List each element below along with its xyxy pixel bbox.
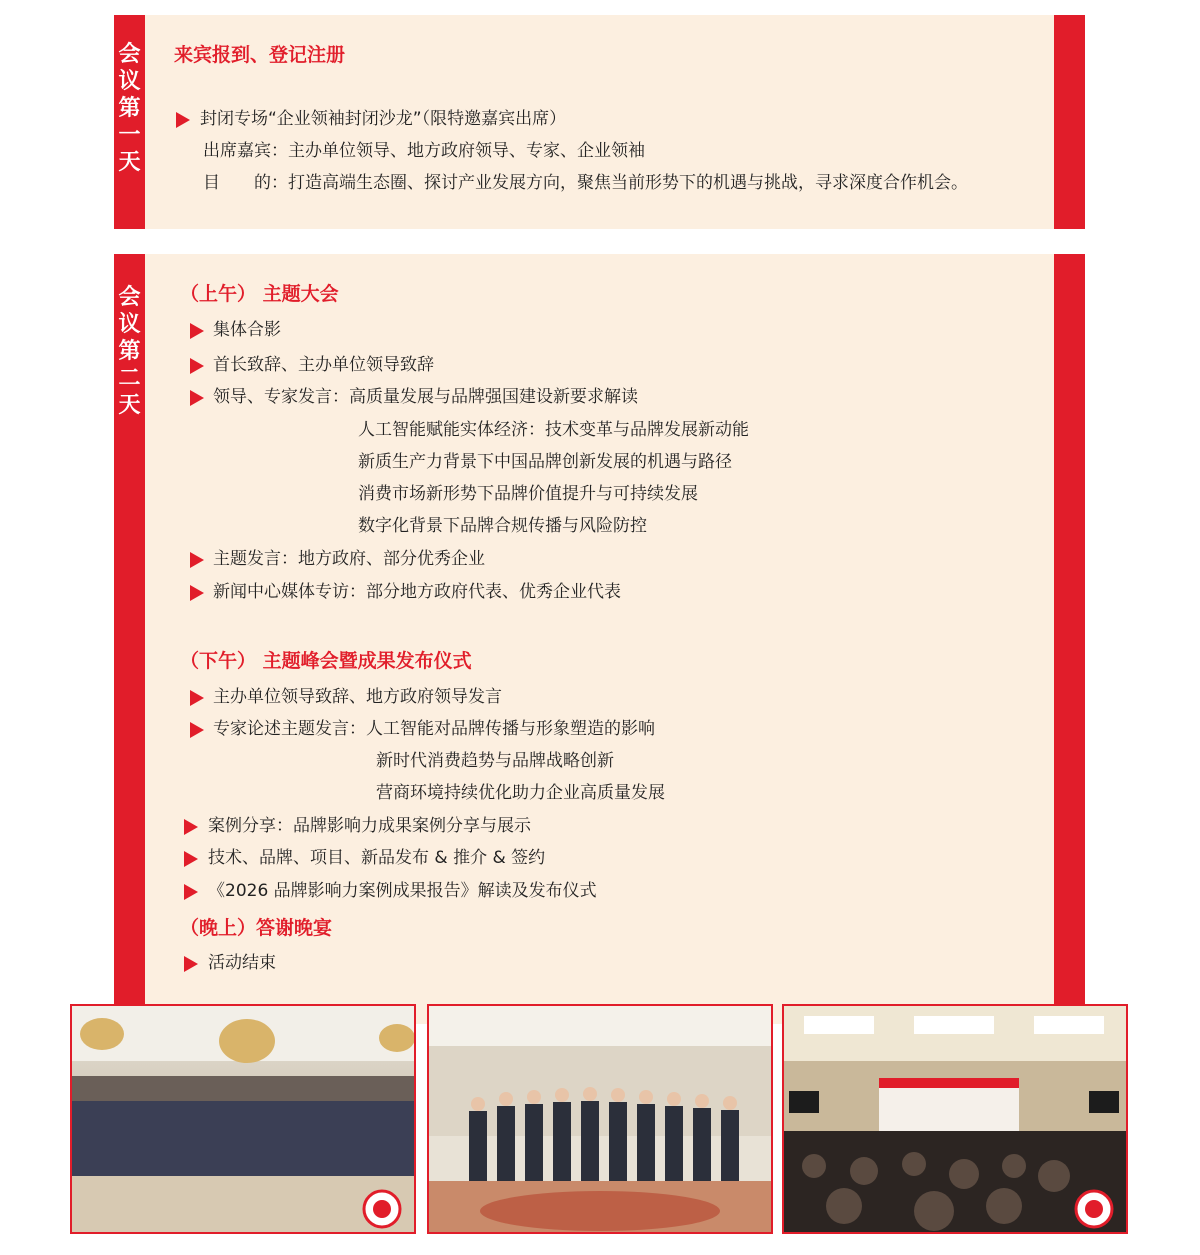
afternoon-subtopic: 营商环境持续优化助力企业高质量发展 (376, 783, 665, 803)
day-two-tab-char: 会 (118, 285, 141, 310)
day-two-tab-char: 第 (118, 339, 141, 364)
group-photo-image (70, 1004, 416, 1234)
bullet-triangle-icon (184, 884, 198, 900)
morning-subtopic: 数字化背景下品牌合规传播与风险防控 (358, 516, 647, 536)
morning-item: 领导、专家发言：高质量发展与品牌强国建设新要求解读 (213, 387, 638, 407)
evening-item: 活动结束 (208, 953, 276, 973)
purpose-label: 目 的： (203, 173, 288, 193)
day-two-tab-char: 二 (118, 366, 141, 391)
day-one-tab-char: 一 (118, 123, 141, 148)
afternoon-item: 技术、品牌、项目、新品发布 & 推介 & 签约 (208, 848, 546, 868)
day-one-tab-char: 第 (118, 96, 141, 121)
bullet-triangle-icon (190, 358, 204, 374)
day-one-panel (114, 15, 1085, 229)
day-one-heading: 来宾报到、登记注册 (174, 44, 346, 66)
day-one-tab-char: 会 (118, 42, 141, 67)
bullet-triangle-icon (184, 851, 198, 867)
day-two-tab (114, 254, 145, 1024)
bullet-triangle-icon (176, 112, 190, 128)
day-one-tab (114, 15, 145, 229)
day-one-bullet: 封闭专场“企业领袖封闭沙龙”（限特邀嘉宾出席） (200, 109, 567, 129)
day-one-tab-char: 议 (118, 69, 141, 94)
day-two-panel (114, 254, 1085, 1024)
evening-heading: （晚上）答谢晚宴 (180, 917, 333, 939)
morning-subtopic: 消费市场新形势下品牌价值提升与可持续发展 (358, 484, 698, 504)
afternoon-item: 《2026 品牌影响力案例成果报告》解读及发布仪式 (208, 881, 597, 901)
day-one-tab-char: 天 (118, 150, 141, 175)
bullet-triangle-icon (190, 722, 204, 738)
day-one-guests: 出席嘉宾：主办单位领导、地方政府领导、专家、企业领袖 (203, 141, 645, 161)
bullet-triangle-icon (184, 819, 198, 835)
day-one-purpose (203, 172, 968, 194)
morning-subtopic: 新质生产力背景下中国品牌创新发展的机遇与路径 (358, 452, 732, 472)
conference-hall-photo-image (782, 1004, 1128, 1234)
bullet-triangle-icon (190, 323, 204, 339)
bullet-triangle-icon (184, 956, 198, 972)
right-accent-bar (1054, 15, 1085, 229)
morning-item: 新闻中心媒体专访：部分地方政府代表、优秀企业代表 (213, 582, 621, 602)
morning-item: 首长致辞、主办单位领导致辞 (213, 355, 434, 375)
afternoon-item: 专家论述主题发言：人工智能对品牌传播与形象塑造的影响 (213, 719, 655, 739)
morning-subtopic: 人工智能赋能实体经济：技术变革与品牌发展新动能 (358, 420, 749, 440)
bullet-triangle-icon (190, 390, 204, 406)
day-two-tab-char: 议 (118, 312, 141, 337)
right-accent-bar (1054, 254, 1085, 1024)
bullet-triangle-icon (190, 552, 204, 568)
day-two-tab-char: 天 (118, 393, 141, 418)
afternoon-heading: （下午） 主题峰会暨成果发布仪式 (180, 650, 472, 672)
bullet-triangle-icon (190, 585, 204, 601)
vip-photo-image (427, 1004, 773, 1234)
afternoon-item: 案例分享：品牌影响力成果案例分享与展示 (208, 816, 531, 836)
morning-heading: （上午） 主题大会 (180, 283, 339, 305)
bullet-triangle-icon (190, 690, 204, 706)
afternoon-item: 主办单位领导致辞、地方政府领导发言 (213, 687, 502, 707)
morning-item: 主题发言：地方政府、部分优秀企业 (213, 549, 485, 569)
afternoon-subtopic: 新时代消费趋势与品牌战略创新 (376, 751, 614, 771)
morning-item: 集体合影 (213, 320, 281, 340)
purpose-text: 打造高端生态圈、探讨产业发展方向，聚焦当前形势下的机遇与挑战，寻求深度合作机会。 (288, 173, 968, 193)
